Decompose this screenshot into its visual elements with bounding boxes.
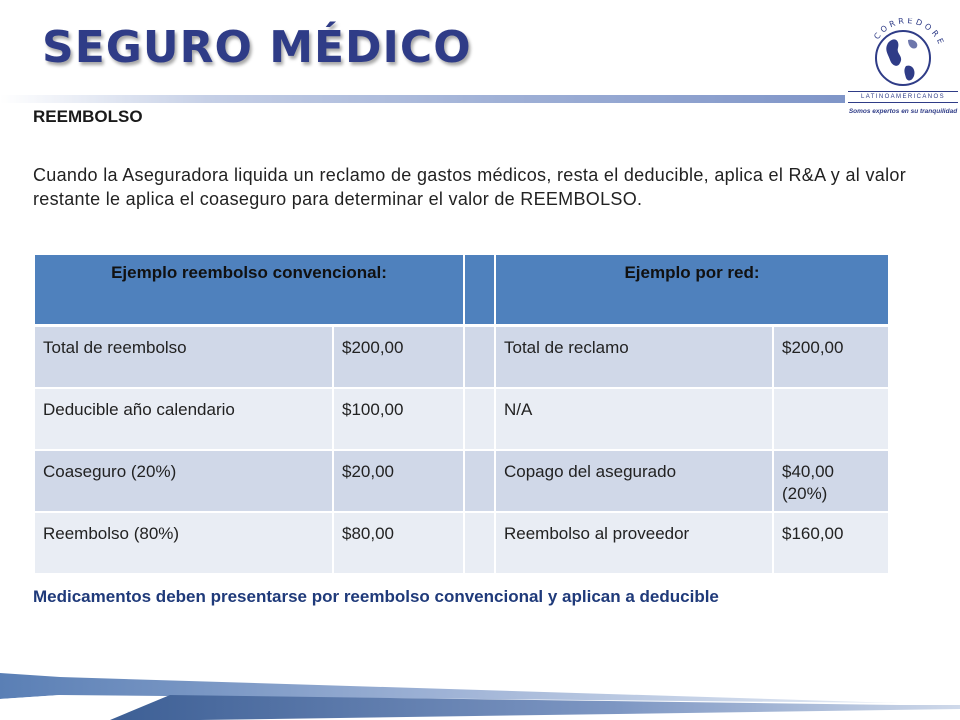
spacer-cell [464, 326, 495, 389]
logo-tagline: Somos expertos en su tranquilidad [848, 108, 958, 115]
header-spacer [464, 254, 495, 326]
left-label-cell: Reembolso (80%) [34, 512, 333, 574]
left-value-cell: $20,00 [333, 450, 464, 512]
logo-arc-text: CORREDORE [872, 18, 947, 48]
spacer-cell [464, 512, 495, 574]
left-label-cell: Coaseguro (20%) [34, 450, 333, 512]
footer-note: Medicamentos deben presentarse por reembolso convencional y aplican a deducible [33, 587, 719, 606]
right-label-cell: Copago del asegurado [495, 450, 773, 512]
bottom-decoration [0, 665, 960, 720]
header-network: Ejemplo por red: [495, 254, 889, 326]
spacer-cell [464, 450, 495, 512]
company-logo [848, 18, 958, 122]
left-label-cell: Total de reembolso [34, 326, 333, 389]
section-heading: REEMBOLSO [33, 107, 143, 126]
right-value-cell [773, 388, 889, 450]
right-value-cell: $160,00 [773, 512, 889, 574]
right-value-cell: $200,00 [773, 326, 889, 389]
left-value-cell: $100,00 [333, 388, 464, 450]
left-label-cell: Deducible año calendario [34, 388, 333, 450]
right-value-cell: $40,00 (20%) [773, 450, 889, 512]
table-row [34, 450, 889, 512]
right-label-cell: Total de reclamo [495, 326, 773, 389]
left-value-cell: $200,00 [333, 326, 464, 389]
table-header-row [34, 254, 889, 326]
right-label-cell: Reembolso al proveedor [495, 512, 773, 574]
logo-band-text: LATINOAMERICANOS [848, 91, 958, 103]
table-row [34, 512, 889, 574]
table-row [34, 326, 889, 389]
title-underline-bar [0, 95, 845, 103]
spacer-cell [464, 388, 495, 450]
table-row [34, 388, 889, 450]
globe-logo-icon [848, 18, 958, 122]
header-conventional: Ejemplo reembolso convencional: [34, 254, 464, 326]
intro-paragraph: Cuando la Aseguradora liquida un reclamo de gastos médicos, resta el deducible, aplica el R&A y al valor restante le aplica el coaseguro para determinar el valor de REEMBOLSO. [33, 165, 906, 209]
right-label-cell: N/A [495, 388, 773, 450]
reimbursement-example-table [33, 253, 890, 575]
slide-title: SEGURO MÉDICO [42, 22, 472, 73]
left-value-cell: $80,00 [333, 512, 464, 574]
